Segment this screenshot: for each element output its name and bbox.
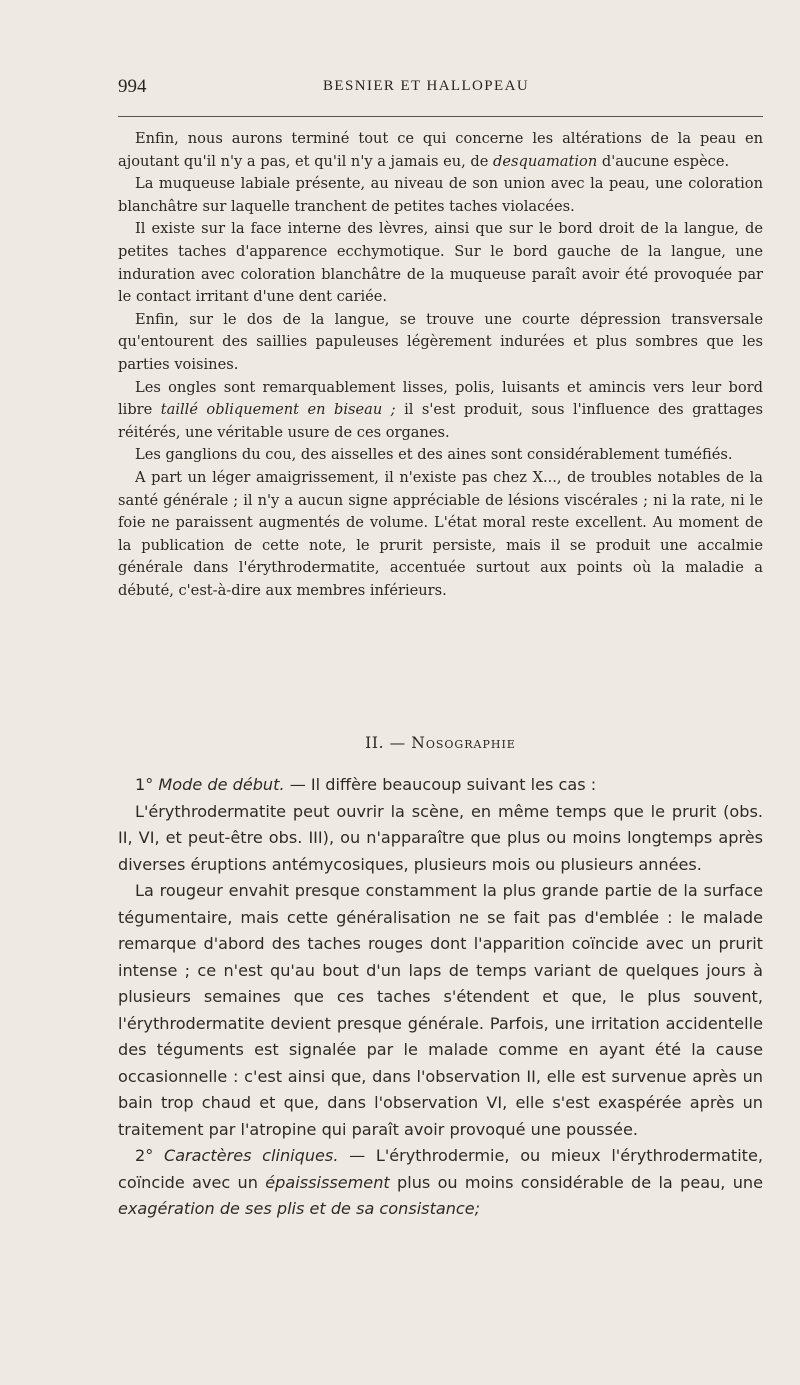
header-rule <box>118 116 763 117</box>
paragraph <box>118 444 763 467</box>
text-run: Il existe sur la face interne des lèvres, ainsi que sur le bord droit de la langue, de petites taches d'apparence ecchymotique. Sur le bord gauche de la langue, une induration avec coloration blanchâtre de la muqueuse paraît avoir été provoquée par le contact irritant d'une dent cariée. <box>118 220 763 306</box>
paragraph <box>118 309 763 377</box>
paragraph <box>118 878 763 1143</box>
text-run: d'aucune espèce. <box>597 152 730 170</box>
text-run: Enfin, sur le dos de la langue, se trouve une courte dépression transversale qu'entourent des saillies papuleuses légèrement indurées et plus sombres que les parties voisines. <box>118 310 763 373</box>
page-header <box>118 76 763 100</box>
running-head: BESNIER ET HALLOPEAU <box>323 78 530 94</box>
text-run: il s'est produit, sous l'influence des grattages réitérés, une véritable usure de ces organes. <box>118 401 763 441</box>
section-heading <box>118 734 763 752</box>
text-run: 2° <box>135 1146 164 1165</box>
text-run: Enfin, nous aurons terminé tout ce qui concerne les altérations de la peau en ajoutant qu'il n'y a pas, et qu'il n'y a jamais eu, de <box>118 130 763 170</box>
italic-text: épaississement <box>265 1172 390 1192</box>
page-number: 994 <box>118 76 147 97</box>
observation-text <box>118 128 763 602</box>
italic-text: exagération de ses plis et de sa consistance; <box>118 1199 481 1218</box>
paragraph <box>118 772 763 799</box>
nosography-text <box>118 772 763 1223</box>
italic-text: taillé obliquement en biseau ; <box>160 401 396 419</box>
italic-text: Mode de début. <box>158 775 285 794</box>
italic-text: Caractères cliniques. <box>163 1146 339 1165</box>
section-title: Nosographie <box>411 734 516 752</box>
paragraph <box>118 377 763 445</box>
text-run: L'érythrodermatite peut ouvrir la scène, en même temps que le prurit (obs. II, VI, et peut-être obs. III), ou n'apparaître que plus ou moins longtemps après diverses éruptions antémycosiques, plusieurs mois ou plusieurs années. <box>118 801 763 874</box>
text-run: La rougeur envahit presque constamment la plus grande partie de la surface tégumentaire, mais cette généralisation ne se fait pas d'emblée : le malade remarque d'abord des taches rouges dont l'apparition coïncide avec un prurit intense ; ce n'est qu'au bout d'un laps de temps variant de quelques jours à plusieurs semaines que ces taches s'étendent et que, le plus souvent, l'érythrodermatite devient presque générale. Parfois, une irritation accidentelle des téguments est signalée par le malade comme en ayant été la cause occasionnelle : c'est ainsi que, dans l'observation II, elle est survenue après un bain trop chaud et que, dans l'observation VI, elle s'est exaspérée après un traitement par l'atropine qui paraît avoir provoqué une poussée. <box>118 881 763 1139</box>
text-run: 1° <box>135 775 159 794</box>
text-run: Les ganglions du cou, des aisselles et des aines sont considérablement tuméfiés. <box>135 446 733 464</box>
text-run: — L'érythrodermie, ou mieux l'érythrodermatite, coïncide avec un <box>118 1146 763 1192</box>
text-run: La muqueuse labiale présente, au niveau de son union avec la peau, une coloration blanchâtre sur laquelle tranchent de petites taches violacées. <box>118 175 763 215</box>
text-run: — Il diffère beaucoup suivant les cas : <box>284 775 597 794</box>
text-run: Les ongles sont remarquablement lisses, polis, luisants et amincis vers leur bord libre <box>118 378 763 419</box>
text-run: plus ou moins considérable de la peau, une <box>389 1172 763 1192</box>
paragraph <box>118 1143 763 1223</box>
paragraph <box>118 173 763 218</box>
paragraph <box>118 128 763 173</box>
paragraph <box>118 467 763 603</box>
paragraph <box>118 218 763 308</box>
section-number: II. — <box>365 734 406 752</box>
text-run: A part un léger amaigrissement, il n'existe pas chez X..., de troubles notables de la santé générale ; il n'y a aucun signe appréciable de lésions viscérales ; ni la rate, ni le foie ne paraissent augmentés de volume. L'état moral reste excellent. Au moment de la publication de cette note, le prurit persiste, mais il se produit une accalmie générale dans l'érythrodermatite, accentuée surtout aux points où la maladie a débuté, c'est-à-dire aux membres inférieurs. <box>118 468 763 599</box>
italic-text: desquamation <box>493 152 598 170</box>
paragraph <box>118 799 763 879</box>
